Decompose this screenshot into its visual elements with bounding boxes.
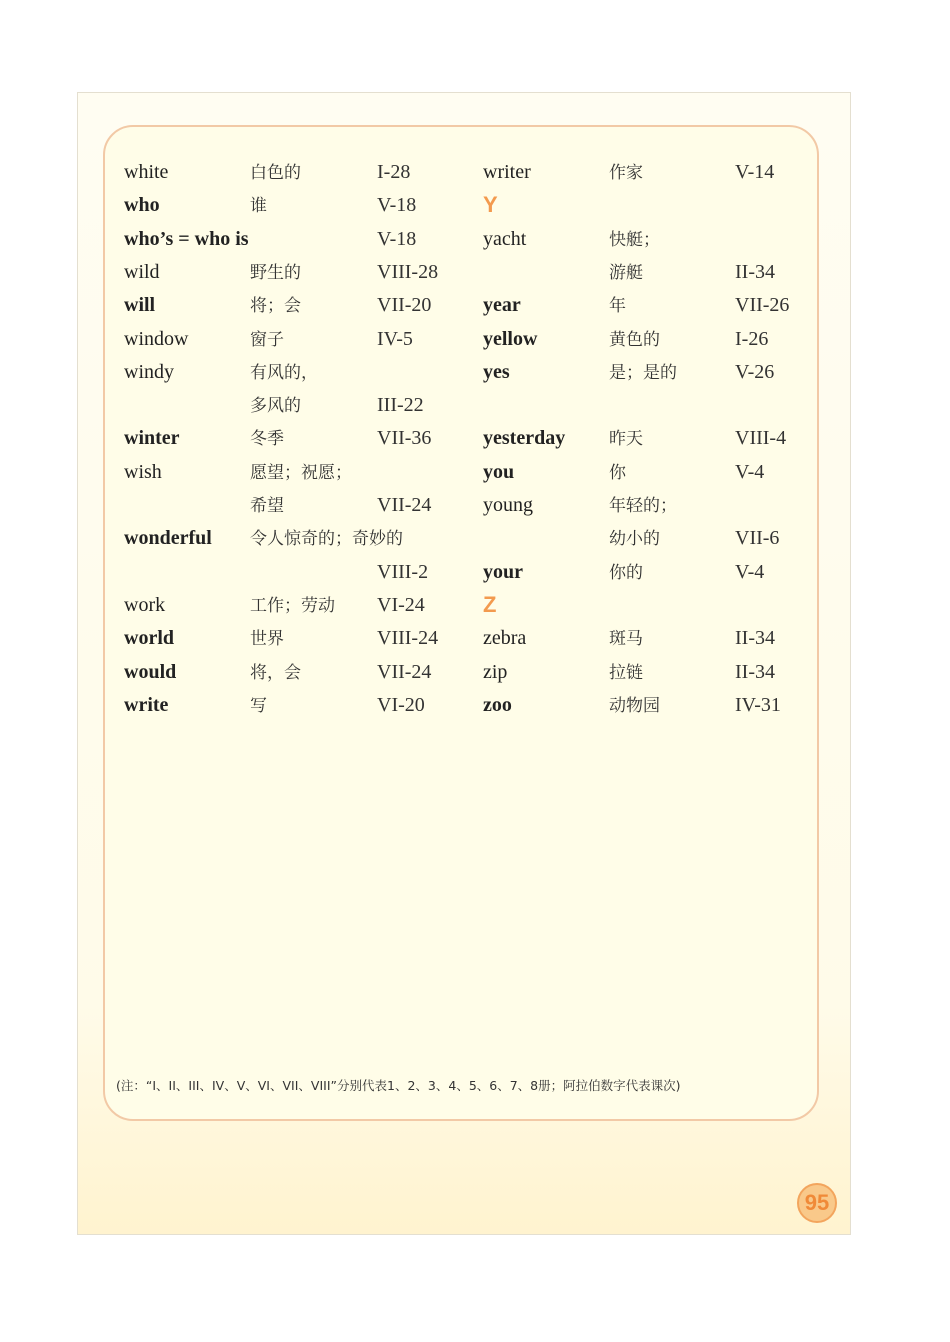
- entry-word: would: [124, 660, 177, 683]
- entry-word: will: [124, 294, 156, 317]
- entry-word: yesterday: [483, 427, 566, 450]
- entry-word: who’s = who is: [124, 227, 249, 250]
- entry-reference: II-34: [735, 627, 775, 650]
- entry-word: wild: [124, 260, 160, 283]
- entry-reference: VII-26: [735, 294, 790, 317]
- entry-reference: IV-31: [735, 693, 781, 716]
- entry-word: wish: [124, 460, 162, 483]
- entry-meaning: 写: [250, 695, 267, 716]
- entry-meaning: 将，会: [250, 662, 301, 683]
- entry-reference: V-4: [735, 560, 765, 583]
- entry-meaning: 作家: [609, 163, 643, 183]
- entry-word: windy: [124, 360, 174, 383]
- entry-reference: VII-36: [377, 427, 432, 450]
- entry-reference: I-28: [377, 161, 411, 183]
- entry-meaning: 多风的: [250, 396, 301, 417]
- entry-reference: V-14: [735, 161, 775, 183]
- entry-reference: V-18: [377, 194, 417, 217]
- entry-reference: IV-5: [377, 327, 413, 350]
- entry-word: zoo: [483, 693, 512, 716]
- entry-word: zip: [483, 660, 508, 683]
- entry-word: yes: [483, 360, 510, 383]
- entry-meaning: 愿望；祝愿；: [250, 462, 352, 483]
- entry-reference: VI-20: [377, 693, 425, 716]
- entry-meaning: 白色的: [250, 163, 301, 183]
- entry-word: yacht: [483, 227, 527, 250]
- entry-meaning: 你的: [609, 562, 643, 583]
- entry-meaning: 令人惊奇的；奇妙的: [250, 529, 403, 550]
- entry-word: young: [483, 494, 533, 516]
- entry-meaning: 工作；劳动: [250, 595, 335, 616]
- entry-reference: III-22: [377, 394, 424, 417]
- entry-meaning: 野生的: [250, 262, 301, 283]
- entry-word: white: [124, 161, 169, 183]
- entry-meaning: 游艇: [609, 262, 643, 283]
- entry-meaning: 快艇；: [609, 229, 660, 250]
- entry-word: writer: [483, 161, 531, 183]
- entry-reference: V-4: [735, 460, 765, 483]
- entry-meaning: 有风的，: [250, 362, 318, 383]
- entry-meaning: 谁: [250, 196, 267, 217]
- entry-word: window: [124, 327, 189, 350]
- entry-meaning: 动物园: [609, 695, 660, 716]
- entry-word: wonderful: [124, 527, 212, 550]
- entry-meaning: 年轻的；: [609, 496, 677, 516]
- entry-reference: VII-20: [377, 294, 432, 317]
- entry-reference: VIII-4: [735, 427, 787, 450]
- entry-reference: VII-6: [735, 527, 780, 550]
- entry-reference: VIII-28: [377, 260, 439, 283]
- entry-reference: V-18: [377, 227, 417, 250]
- entry-meaning: 斑马: [609, 629, 643, 650]
- entry-reference: VII-24: [377, 660, 432, 683]
- entry-reference: VIII-24: [377, 627, 439, 650]
- entry-meaning: 年: [609, 296, 626, 317]
- entry-word: year: [483, 294, 521, 317]
- entry-word: yellow: [483, 327, 538, 350]
- entry-reference: I-26: [735, 327, 769, 350]
- entry-meaning: 希望: [250, 496, 284, 516]
- glossary-panel: [103, 125, 819, 1121]
- entry-reference: VI-24: [377, 593, 425, 616]
- entry-word: who: [124, 194, 160, 217]
- entry-reference: V-26: [735, 360, 775, 383]
- entry-word: winter: [124, 427, 180, 450]
- entry-meaning: 幼小的: [609, 529, 660, 550]
- entry-word: world: [124, 627, 174, 650]
- entry-reference: VIII-2: [377, 560, 429, 583]
- page-number: 95: [797, 1183, 837, 1223]
- section-letter: Z: [483, 591, 497, 617]
- entry-meaning: 昨天: [609, 429, 643, 450]
- entry-meaning: 是；是的: [609, 362, 677, 383]
- entry-reference: VII-24: [377, 494, 432, 516]
- entry-reference: II-34: [735, 260, 775, 283]
- entry-word: work: [124, 593, 166, 616]
- entry-meaning: 将；会: [250, 296, 301, 317]
- section-letter: Y: [483, 192, 498, 218]
- entry-meaning: 拉链: [609, 662, 643, 683]
- entry-word: your: [483, 560, 523, 583]
- entry-meaning: 世界: [250, 629, 284, 650]
- entry-meaning: 窗子: [250, 329, 284, 350]
- entry-word: you: [483, 460, 515, 483]
- entry-meaning: 冬季: [250, 429, 284, 450]
- entry-reference: II-34: [735, 660, 775, 683]
- footnote: (注：“I、II、III、IV、V、VI、VII、VIII”分别代表1、2、3、4、5、6、7、8册；阿拉伯数字代表课次): [116, 1078, 681, 1093]
- entry-meaning: 黄色的: [609, 329, 660, 350]
- entry-meaning: 你: [609, 462, 626, 483]
- entry-word: write: [124, 693, 169, 716]
- entry-word: zebra: [483, 627, 527, 650]
